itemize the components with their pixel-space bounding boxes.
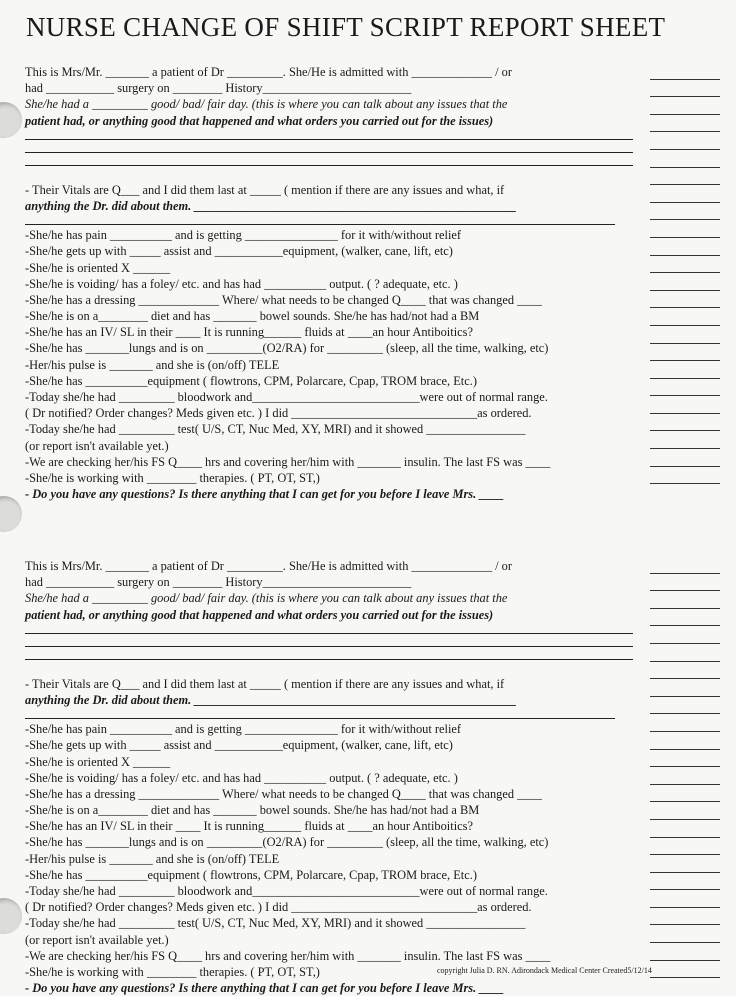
note-line (650, 802, 720, 820)
report-section-1 (25, 64, 633, 502)
note-line (650, 238, 720, 256)
intro-line: had ___________ surgery on ________ History________________________ (25, 81, 412, 96)
oriented-line: -She/he is oriented X ______ (25, 260, 171, 275)
note-line (650, 256, 720, 274)
not-available-line: (or report isn't available yet.) (25, 932, 169, 947)
therapies-line: -She/he is working with ________ therapies. ( PT, OT, ST,) (25, 964, 320, 979)
vitals-line: anything the Dr. did about them. ____________________________________________________ (25, 692, 517, 707)
oriented-line: -She/he is oriented X ______ (25, 754, 171, 769)
note-line (650, 326, 720, 344)
note-line (650, 168, 720, 186)
note-line (650, 943, 720, 961)
intro-line: This is Mrs/Mr. _______ a patient of Dr _________. She/He is admitted with _____________ / or (25, 65, 512, 79)
pulse-line: -Her/his pulse is _______ and she is (on/off) TELE (25, 851, 280, 866)
note-line (650, 732, 720, 750)
note-line (650, 150, 720, 168)
note-line (650, 308, 720, 326)
test-line: -Today she/he had _________ test( U/S, CT, Nuc Med, XY, MRI) and it showed ________________ (25, 422, 526, 437)
note-line (650, 431, 720, 449)
note-line (650, 714, 720, 732)
note-line (650, 115, 720, 133)
note-line (650, 574, 720, 592)
day-line: patient had, or anything good that happened and what orders you carried out for the issues) (25, 607, 494, 622)
note-line (650, 291, 720, 309)
dr-notified-line: ( Dr notified? Order changes? Meds given etc. ) I did ______________________________as ordered. (25, 900, 532, 915)
note-line (650, 97, 720, 115)
write-line (25, 142, 633, 153)
note-line (650, 467, 720, 485)
questions-line: - Do you have any questions? Is there anything that I can get for you before I leave Mrs. ____ (25, 981, 505, 996)
dr-notified-line: ( Dr notified? Order changes? Meds given etc. ) I did ______________________________as ordered. (25, 406, 532, 421)
note-line (650, 767, 720, 785)
note-line (650, 62, 720, 80)
note-line (650, 820, 720, 838)
binder-hole (0, 496, 22, 532)
note-line (650, 185, 720, 203)
day-line: She/he had a _________ good/ bad/ fair day. (this is where you can talk about any issues that the (25, 591, 508, 606)
write-line (25, 155, 633, 166)
notes-column-2 (650, 556, 720, 978)
note-line (650, 961, 720, 979)
page-title: NURSE CHANGE OF SHIFT SCRIPT REPORT SHEET (26, 12, 666, 42)
bloodwork-line: -Today she/he had _________ bloodwork and___________________________were out of normal range. (25, 390, 548, 404)
note-line (650, 344, 720, 362)
equipment-line: -She/he has __________equipment ( flowtrons, CPM, Polarcare, Cpap, TROM brace, Etc.) (25, 867, 477, 882)
intro-line: This is Mrs/Mr. _______ a patient of Dr _________. She/He is admitted with _____________ / or (25, 559, 512, 573)
dressing-line: -She/he has a dressing _____________ Where/ what needs to be changed Q____ that was changed ____ (25, 786, 542, 801)
note-line (650, 80, 720, 98)
write-line (25, 214, 615, 225)
note-line (650, 361, 720, 379)
note-line (650, 396, 720, 414)
note-line (650, 449, 720, 467)
note-line (650, 679, 720, 697)
note-line (650, 556, 720, 574)
note-line (650, 838, 720, 856)
note-line (650, 273, 720, 291)
note-line (650, 855, 720, 873)
pain-line: -She/he has pain __________ and is getting _______________ for it with/without relief (25, 722, 462, 737)
diet-line: -She/he is on a________ diet and has _______ bowel sounds. She/he has had/not had a BM (25, 803, 480, 818)
voiding-line: -She/he is voiding/ has a foley/ etc. and has had __________ output. ( ? adequate, etc. ) (25, 770, 458, 785)
binder-hole (0, 102, 22, 138)
dressing-line: -She/he has a dressing _____________ Where/ what needs to be changed Q____ that was changed ____ (25, 292, 542, 307)
note-line (650, 609, 720, 627)
note-line (650, 697, 720, 715)
vitals-line: - Their Vitals are Q___ and I did them last at _____ ( mention if there are any issues and what, if (25, 676, 505, 691)
vitals-line: anything the Dr. did about them. ____________________________________________________ (25, 198, 517, 213)
pain-line: -She/he has pain __________ and is getting _______________ for it with/without relief (25, 228, 462, 243)
binder-hole (0, 898, 22, 934)
note-line (650, 925, 720, 943)
note-line (650, 750, 720, 768)
note-line (650, 379, 720, 397)
vitals-line: - Their Vitals are Q___ and I did them last at _____ ( mention if there are any issues and what, if (25, 182, 505, 197)
note-line (650, 626, 720, 644)
copyright-footer: copyright Julia D. RN. Adirondack Medical Center Created5/12/14 (437, 966, 652, 975)
write-line (25, 623, 633, 634)
note-line (650, 908, 720, 926)
not-available-line: (or report isn't available yet.) (25, 438, 169, 453)
pulse-line: -Her/his pulse is _______ and she is (on/off) TELE (25, 357, 280, 372)
write-line (25, 636, 633, 647)
note-line (650, 873, 720, 891)
test-line: -Today she/he had _________ test( U/S, CT, Nuc Med, XY, MRI) and it showed ________________ (25, 916, 526, 931)
therapies-line: -She/he is working with ________ therapies. ( PT, OT, ST,) (25, 470, 320, 485)
note-line (650, 414, 720, 432)
diet-line: -She/he is on a________ diet and has _______ bowel sounds. She/he has had/not had a BM (25, 309, 480, 324)
note-line (650, 785, 720, 803)
note-line (650, 662, 720, 680)
report-section-2 (25, 558, 633, 996)
iv-line: -She/he has an IV/ SL in their ____ It is running______ fluids at ____an hour Antiboitics? (25, 325, 473, 340)
day-line: patient had, or anything good that happened and what orders you carried out for the issues) (25, 113, 494, 128)
getsup-line: -She/he gets up with _____ assist and ___________equipment, (walker, cane, lift, etc) (25, 244, 453, 259)
notes-column-1 (650, 62, 720, 484)
day-line: She/he had a _________ good/ bad/ fair day. (this is where you can talk about any issues that the (25, 97, 508, 112)
note-line (650, 203, 720, 221)
bloodwork-line: -Today she/he had _________ bloodwork and___________________________were out of normal range. (25, 884, 548, 898)
write-line (25, 649, 633, 660)
lungs-line: -She/he has _______lungs and is on _________(O2/RA) for _________ (sleep, all the time, walking, etc) (25, 835, 549, 850)
write-line (25, 129, 633, 140)
questions-line: - Do you have any questions? Is there anything that I can get for you before I leave Mrs. ____ (25, 487, 505, 502)
fs-line: -We are checking her/his FS Q____ hrs and covering her/him with _______ insulin. The last FS was ____ (25, 454, 551, 469)
iv-line: -She/he has an IV/ SL in their ____ It is running______ fluids at ____an hour Antiboitics? (25, 819, 473, 834)
getsup-line: -She/he gets up with _____ assist and ___________equipment, (walker, cane, lift, etc) (25, 738, 453, 753)
note-line (650, 220, 720, 238)
equipment-line: -She/he has __________equipment ( flowtrons, CPM, Polarcare, Cpap, TROM brace, Etc.) (25, 373, 477, 388)
write-line (25, 708, 615, 719)
note-line (650, 591, 720, 609)
lungs-line: -She/he has _______lungs and is on _________(O2/RA) for _________ (sleep, all the time, walking, etc) (25, 341, 549, 356)
note-line (650, 132, 720, 150)
fs-line: -We are checking her/his FS Q____ hrs and covering her/him with _______ insulin. The last FS was ____ (25, 948, 551, 963)
note-line (650, 644, 720, 662)
intro-line: had ___________ surgery on ________ History________________________ (25, 575, 412, 590)
note-line (650, 890, 720, 908)
voiding-line: -She/he is voiding/ has a foley/ etc. and has had __________ output. ( ? adequate, etc. ) (25, 276, 458, 291)
